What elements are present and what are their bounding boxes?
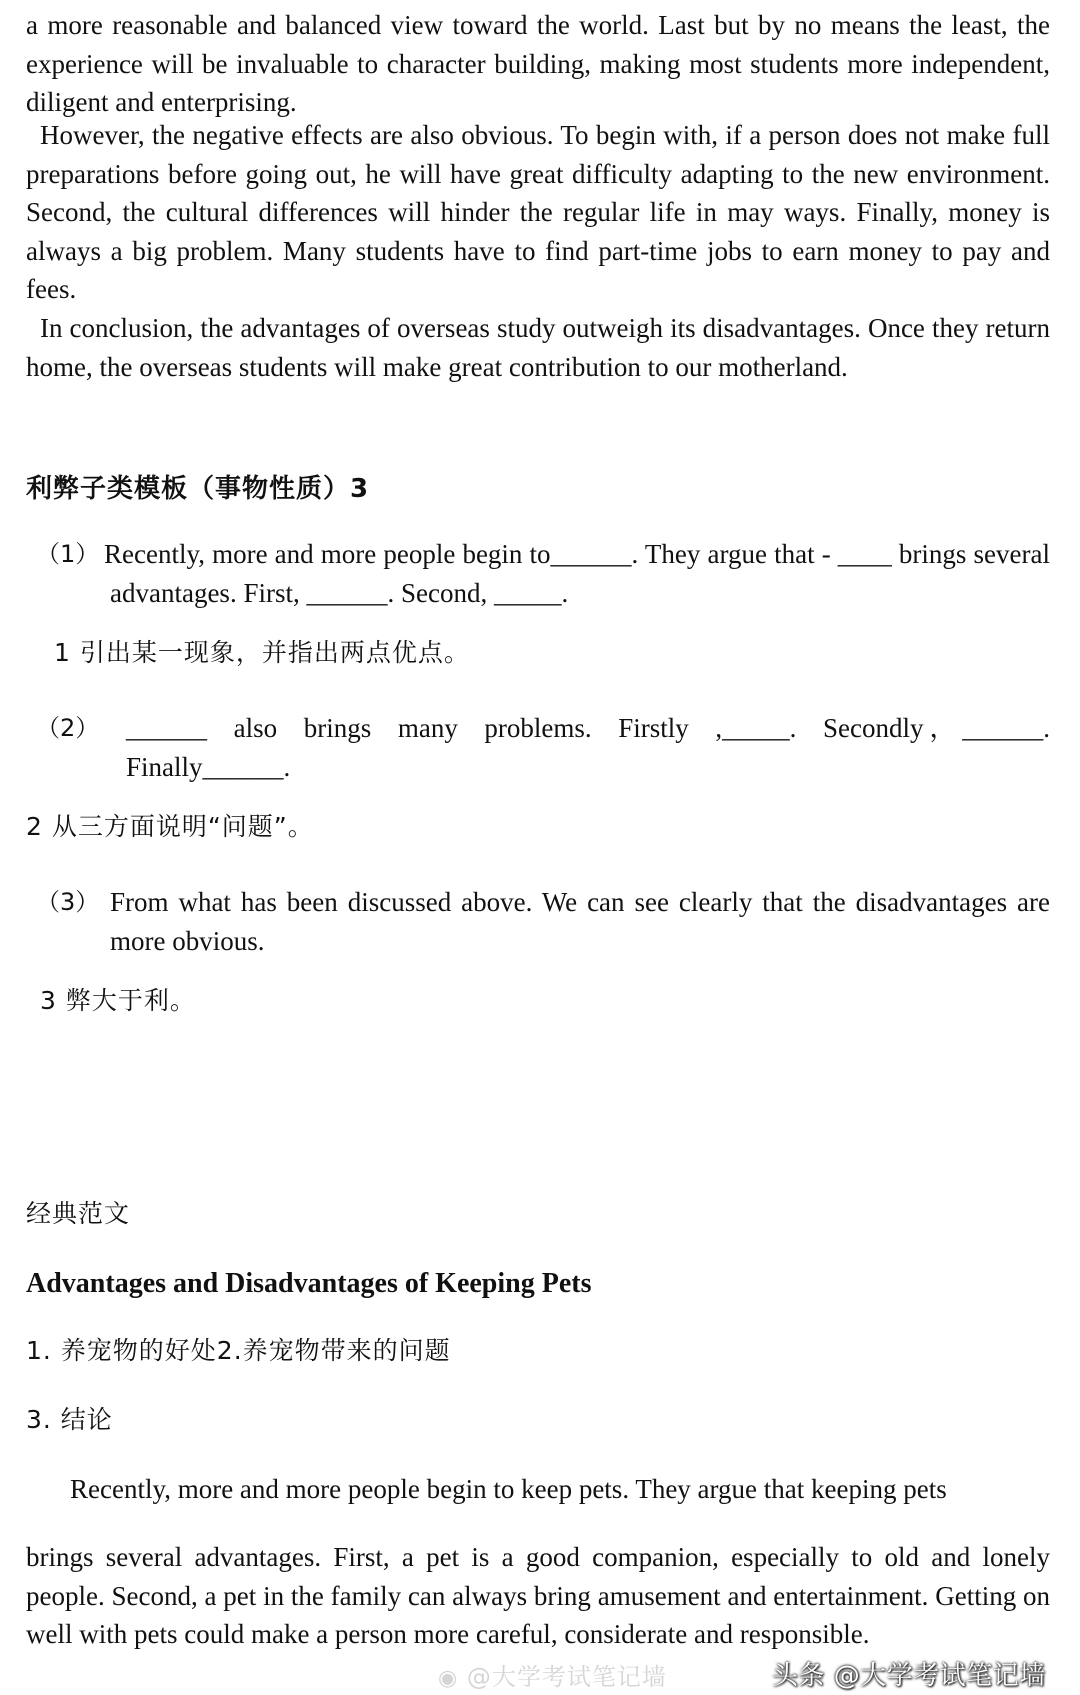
paragraph-reasonable-view: a more reasonable and balanced view toward the world. Last but by no means the least, the experience will be invaluable to character building, making most students more independent, diligent and enterprising. [26,10,1050,117]
paragraph-conclusion: In conclusion, the advantages of overseas study outweigh its disadvantages. Once they return home, the overseas students will make great contribution to our motherland. [26,313,1050,382]
template-item-number: （1） [36,540,100,568]
template-note-3: 3 弊大于利。 [40,986,196,1015]
template-item-2 [26,709,1050,786]
outline-line-1: 1. 养宠物的好处2.养宠物带来的问题 [26,1336,451,1365]
template-note-2: 2 从三方面说明“问题”。 [26,812,314,841]
template-item-1 [26,535,1050,612]
weibo-logo-icon: ◉ [438,1666,459,1691]
template-item-number: （3） [36,888,100,916]
template-item-text: ______ also brings many problems. Firstly ,_____. Secondly，______. Finally______. [126,713,1050,782]
sample-heading: 经典范文 [26,1199,131,1228]
essay-title: Advantages and Disadvantages of Keeping Pets [26,1268,592,1299]
essay-first-line: Recently, more and more people begin to keep pets. They argue that keeping pets [70,1474,947,1504]
template-item-text: From what has been discussed above. We can see clearly that the disadvantages are more obvious. [110,887,1050,956]
toutiao-watermark: 头条 @大学考试笔记墙 [772,1661,1046,1691]
template-item-number: （2） [36,714,100,742]
template-item-text: Recently, more and more people begin to______. They argue that - ____ brings several advantages. First, ______. Second, _____. [104,539,1050,608]
template-heading: 利弊子类模板（事物性质）3 [26,474,370,504]
weibo-watermark-text: @大学考试笔记墙 [466,1663,667,1691]
template-note-1: 1 引出某一现象，并指出两点优点。 [54,638,470,667]
template-item-3 [26,883,1050,960]
weibo-watermark [438,1657,667,1692]
essay-continuation: brings several advantages. First, a pet is a good companion, especially to old and lonely people. Second, a pet in the family can always bring amusement and entertainment. Getting on well with pets could make a person more careful, considerate and responsible. [26,1542,1050,1649]
paragraph-negative-effects: However, the negative effects are also obvious. To begin with, if a person does not make full preparations before going out, he will have great difficulty adapting to the new environment. Second, the cultural differences will hinder the regular life in may ways. Finally, money is always a big problem. Many students have to find part-time jobs to earn money to pay and fees. [26,120,1050,304]
outline-line-2: 3. 结论 [26,1405,113,1434]
